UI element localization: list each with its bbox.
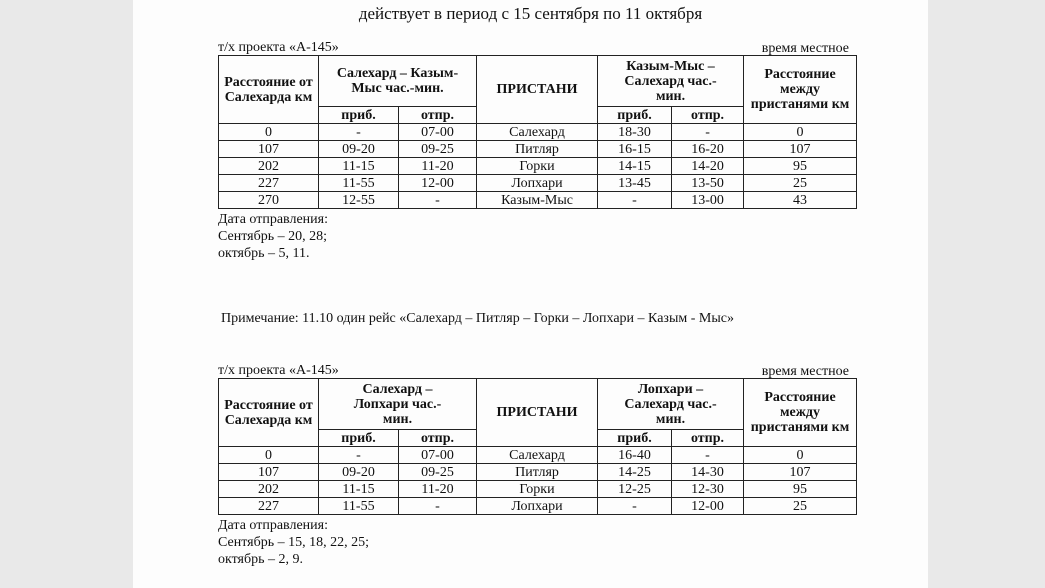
table-row: 0 - 07-00 Салехард 16-40 - 0 [219, 447, 857, 464]
vessel-label-1: т/х проекта «А-145» [218, 40, 339, 55]
departure-dates-line: Сентябрь – 15, 18, 22, 25; [218, 535, 369, 550]
schedule-table-2 [218, 378, 857, 515]
departure-dates-line: октябрь – 5, 11. [218, 246, 310, 261]
departure-subheader: отпр. [672, 430, 744, 447]
arrival-subheader: приб. [319, 430, 399, 447]
departure-subheader: отпр. [672, 107, 744, 124]
col-piers-header: ПРИСТАНИ [477, 379, 598, 447]
local-time-label-2: время местное [761, 364, 849, 379]
col-distance-header: Расстояние от Салехарда км [219, 56, 319, 124]
departure-dates-label: Дата отправления: [218, 212, 328, 227]
table-row: 227 11-55 - Лопхари - 12-00 25 [219, 498, 857, 515]
table-row: 107 09-20 09-25 Питляр 16-15 16-20 107 [219, 141, 857, 158]
col-between-header: Расстояние между пристанями км [744, 379, 857, 447]
table-row: 227 11-55 12-00 Лопхари 13-45 13-50 25 [219, 175, 857, 192]
col-direction-2-header: Лопхари – Салехард час.-мин. [598, 379, 744, 430]
departure-dates-line: октябрь – 2, 9. [218, 552, 303, 567]
arrival-subheader: приб. [598, 430, 672, 447]
departure-dates-1 [218, 211, 328, 262]
col-direction-2-header: Казым-Мыс – Салехард час.-мин. [598, 56, 744, 107]
col-direction-1-header: Салехард – Казым-Мыс час.-мин. [319, 56, 477, 107]
col-distance-header: Расстояние от Салехарда км [219, 379, 319, 447]
table-row: 270 12-55 - Казым-Мыс - 13-00 43 [219, 192, 857, 209]
arrival-subheader: приб. [598, 107, 672, 124]
departure-dates-2 [218, 517, 369, 568]
table-row: 202 11-15 11-20 Горки 12-25 12-30 95 [219, 481, 857, 498]
departure-dates-label: Дата отправления: [218, 518, 328, 533]
table-row: 202 11-15 11-20 Горки 14-15 14-20 95 [219, 158, 857, 175]
document-page [133, 0, 928, 588]
col-between-header: Расстояние между пристанями км [744, 56, 857, 124]
departure-dates-line: Сентябрь – 20, 28; [218, 229, 327, 244]
table-row: 107 09-20 09-25 Питляр 14-25 14-30 107 [219, 464, 857, 481]
col-direction-1-header: Салехард – Лопхари час.-мин. [319, 379, 477, 430]
note-text: Примечание: 11.10 один рейс «Салехард – Питляр – Горки – Лопхари – Казым - Мыс» [221, 311, 734, 326]
vessel-label-2: т/х проекта «А-145» [218, 363, 339, 378]
departure-subheader: отпр. [399, 430, 477, 447]
table-row: 0 - 07-00 Салехард 18-30 - 0 [219, 124, 857, 141]
schedule-period-heading: действует в период с 15 сентября по 11 октября [358, 4, 703, 23]
schedule-table-1 [218, 55, 857, 209]
local-time-label-1: время местное [761, 41, 849, 56]
departure-subheader: отпр. [399, 107, 477, 124]
col-piers-header: ПРИСТАНИ [477, 56, 598, 124]
arrival-subheader: приб. [319, 107, 399, 124]
